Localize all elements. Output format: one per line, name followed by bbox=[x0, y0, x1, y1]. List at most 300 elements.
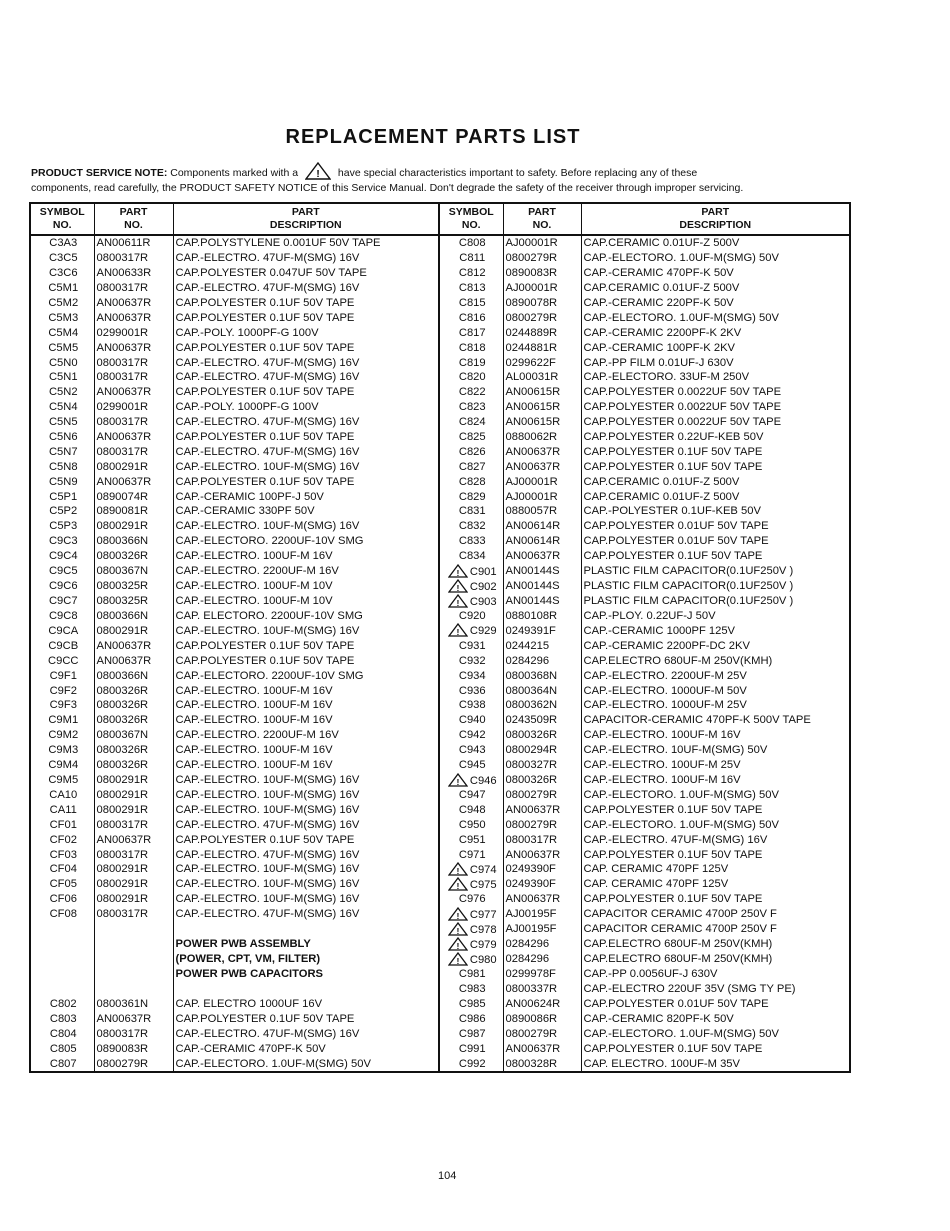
symbol-cell: C9CC bbox=[48, 654, 79, 667]
part-no-cell: 0800367N bbox=[94, 564, 173, 579]
safety-warning-icon bbox=[448, 937, 468, 951]
symbol-cell: C5M5 bbox=[48, 341, 79, 354]
symbol-cell: C832 bbox=[439, 519, 503, 534]
symbol-cell: C5N0 bbox=[48, 356, 78, 369]
symbol-cell: C802 bbox=[49, 998, 77, 1011]
description-cell: CAPACITOR CERAMIC 4700P 250V F bbox=[581, 907, 850, 922]
description-cell: CAP.POLYESTER 0.1UF 50V TAPE bbox=[173, 1012, 439, 1027]
symbol-cell: C9C4 bbox=[48, 550, 78, 563]
table-row bbox=[30, 251, 850, 266]
part-no-cell: 0284296 bbox=[503, 653, 581, 668]
table-row bbox=[30, 325, 850, 340]
table-row bbox=[30, 877, 850, 892]
part-no-cell: AN00637R bbox=[503, 847, 581, 862]
part-no-cell: 0890083R bbox=[503, 266, 581, 281]
part-no-cell bbox=[94, 967, 173, 982]
part-no-cell: 0800291R bbox=[94, 788, 173, 803]
part-no-cell: 0800317R bbox=[94, 370, 173, 385]
description-cell: CAP.-ELECTRO. 47UF-M(SMG) 16V bbox=[173, 1026, 439, 1041]
part-no-cell: 0800317R bbox=[94, 907, 173, 922]
part-no-cell: AN00637R bbox=[503, 892, 581, 907]
part-no-cell: 0800366N bbox=[94, 609, 173, 624]
part-no-cell: 0244215 bbox=[503, 638, 581, 653]
note-text-before-icon: Components marked with a bbox=[170, 167, 299, 179]
description-cell: CAP.POLYESTER 0.1UF 50V TAPE bbox=[581, 1041, 850, 1056]
description-cell: CAP.-ELECTRO. 100UF-M 16V bbox=[173, 698, 439, 713]
symbol-cell: C940 bbox=[439, 713, 503, 728]
part-no-cell: 0244889R bbox=[503, 325, 581, 340]
description-cell: CAP.POLYESTER 0.0022UF 50V TAPE bbox=[581, 400, 850, 415]
part-no-cell: 0800326R bbox=[94, 758, 173, 773]
part-no-cell: 0284296 bbox=[503, 952, 581, 967]
part-no-cell: 0800317R bbox=[94, 847, 173, 862]
symbol-cell: C3C5 bbox=[48, 252, 78, 265]
symbol-cell: C5N7 bbox=[48, 445, 78, 458]
description-cell: CAP.POLYESTER 0.1UF 50V TAPE bbox=[581, 459, 850, 474]
description-cell: CAP.-ELECTRO. 10UF-M(SMG) 16V bbox=[173, 459, 439, 474]
description-cell: CAP.CERAMIC 0.01UF-Z 500V bbox=[581, 235, 850, 251]
symbol-cell: C9C3 bbox=[48, 535, 78, 548]
symbol-cell: C804 bbox=[49, 1027, 77, 1040]
description-cell: CAP.POLYESTER 0.1UF 50V TAPE bbox=[581, 802, 850, 817]
symbol-cell bbox=[30, 937, 94, 952]
description-cell: CAP.POLYESTER 0.1UF 50V TAPE bbox=[581, 847, 850, 862]
part-no-cell: AN00615R bbox=[503, 415, 581, 430]
symbol-cell: CF03 bbox=[49, 848, 77, 861]
description-cell: CAP.-ELECTRO. 10UF-M(SMG) 16V bbox=[173, 519, 439, 534]
symbol-cell: C9F2 bbox=[49, 684, 77, 697]
svg-text:!: ! bbox=[456, 583, 460, 593]
part-no-cell: 0800317R bbox=[94, 281, 173, 296]
symbol-cell: C813 bbox=[439, 281, 503, 296]
symbol-cell: C9F1 bbox=[49, 669, 77, 682]
symbol-cell: C950 bbox=[439, 817, 503, 832]
part-no-cell: AN00637R bbox=[503, 459, 581, 474]
part-no-cell: 0299978F bbox=[503, 967, 581, 982]
description-cell: CAP.-ELECTRO. 100UF-M 16V bbox=[581, 728, 850, 743]
part-no-cell: AL00031R bbox=[503, 370, 581, 385]
svg-text:!: ! bbox=[456, 598, 460, 608]
svg-text:!: ! bbox=[456, 568, 460, 578]
description-cell: CAP.-ELECTRO. 100UF-M 10V bbox=[173, 594, 439, 609]
symbol-cell: C803 bbox=[49, 1012, 77, 1025]
table-row bbox=[30, 1012, 850, 1027]
description-cell: CAP.-CERAMIC 220PF-K 50V bbox=[581, 296, 850, 311]
table-row bbox=[30, 773, 850, 788]
description-cell: CAP.-ELECTRO. 2200UF-M 16V bbox=[173, 564, 439, 579]
part-no-cell: 0800325R bbox=[94, 594, 173, 609]
symbol-cell: ! C903 bbox=[439, 594, 503, 609]
safety-warning-icon bbox=[448, 952, 468, 966]
symbol-cell: C936 bbox=[439, 683, 503, 698]
safety-warning-icon bbox=[448, 773, 468, 787]
safety-warning-icon bbox=[448, 922, 468, 936]
part-no-cell: AJ00001R bbox=[503, 489, 581, 504]
symbol-cell bbox=[30, 952, 94, 967]
part-no-cell: 0890074R bbox=[94, 489, 173, 504]
parts-table bbox=[29, 202, 851, 1073]
symbol-cell: C976 bbox=[439, 892, 503, 907]
part-no-cell: 0800279R bbox=[503, 251, 581, 266]
part-no-cell: AN00637R bbox=[94, 310, 173, 325]
part-no-cell: AN00637R bbox=[94, 430, 173, 445]
symbol-cell: C827 bbox=[439, 459, 503, 474]
description-cell: CAP.-PP FILM 0.01UF-J 630V bbox=[581, 355, 850, 370]
symbol-cell: C815 bbox=[439, 296, 503, 311]
table-row bbox=[30, 296, 850, 311]
description-cell: CAP.-ELECTORO. 1.0UF-M(SMG) 50V bbox=[581, 788, 850, 803]
part-no-cell: AN00637R bbox=[94, 296, 173, 311]
part-no-cell: 0800367N bbox=[94, 728, 173, 743]
symbol-cell: CF02 bbox=[49, 833, 77, 846]
symbol-cell: C833 bbox=[439, 534, 503, 549]
table-row bbox=[30, 564, 850, 579]
symbol-cell bbox=[30, 922, 94, 937]
symbol-cell: ! C946 bbox=[439, 773, 503, 788]
safety-warning-icon bbox=[448, 579, 468, 593]
description-cell: POWER PWB CAPACITORS bbox=[173, 967, 439, 982]
table-row bbox=[30, 683, 850, 698]
description-cell: CAP.-ELECTRO. 47UF-M(SMG) 16V bbox=[173, 847, 439, 862]
part-no-cell: 0880108R bbox=[503, 609, 581, 624]
description-cell: CAP.-ELECTRO. 100UF-M 16V bbox=[173, 758, 439, 773]
part-no-cell: AN00144S bbox=[503, 579, 581, 594]
part-no-cell: AN00637R bbox=[94, 385, 173, 400]
description-cell: CAP.POLYESTER 0.1UF 50V TAPE bbox=[173, 430, 439, 445]
description-cell: CAP.-ELECTRO. 100UF-M 16V bbox=[173, 683, 439, 698]
table-row bbox=[30, 698, 850, 713]
part-no-cell: AJ00195F bbox=[503, 907, 581, 922]
symbol-cell: C951 bbox=[439, 832, 503, 847]
svg-text:!: ! bbox=[456, 866, 460, 876]
symbol-cell: ! C979 bbox=[439, 937, 503, 952]
description-cell: CAP.POLYESTER 0.1UF 50V TAPE bbox=[173, 296, 439, 311]
symbol-cell: C824 bbox=[439, 415, 503, 430]
description-cell: CAP.POLYESTER 0.1UF 50V TAPE bbox=[173, 653, 439, 668]
table-row bbox=[30, 370, 850, 385]
symbol-cell: CA10 bbox=[49, 788, 78, 801]
svg-text:!: ! bbox=[456, 881, 460, 891]
symbol-cell: ! C980 bbox=[439, 952, 503, 967]
description-cell: CAP.-ELECTRO. 100UF-M 10V bbox=[173, 579, 439, 594]
description-cell: CAP. ELECTRO. 100UF-M 35V bbox=[581, 1056, 850, 1072]
description-cell: CAP.ELECTRO 680UF-M 250V(KMH) bbox=[581, 952, 850, 967]
description-cell: CAP.ELECTRO 680UF-M 250V(KMH) bbox=[581, 937, 850, 952]
svg-text:!: ! bbox=[456, 777, 460, 787]
description-cell: CAP.-ELECTRO. 10UF-M(SMG) 16V bbox=[173, 773, 439, 788]
part-no-cell bbox=[94, 982, 173, 997]
symbol-cell: C831 bbox=[439, 504, 503, 519]
col-header-description: PART DESCRIPTION bbox=[173, 203, 439, 235]
symbol-cell: C9C6 bbox=[48, 580, 78, 593]
table-row bbox=[30, 967, 850, 982]
part-no-cell bbox=[94, 937, 173, 952]
symbol-cell: C931 bbox=[439, 638, 503, 653]
symbol-cell: C9C5 bbox=[48, 565, 78, 578]
symbol-cell: CF05 bbox=[49, 878, 77, 891]
symbol-cell: C9CA bbox=[48, 624, 79, 637]
symbol-cell: C9CB bbox=[48, 639, 79, 652]
description-cell: CAP.-CERAMIC 2200PF-K 2KV bbox=[581, 325, 850, 340]
table-row bbox=[30, 310, 850, 325]
table-row bbox=[30, 922, 850, 937]
description-cell: CAP.CERAMIC 0.01UF-Z 500V bbox=[581, 281, 850, 296]
symbol-cell: C5N4 bbox=[48, 401, 78, 414]
symbol-cell: C9M2 bbox=[48, 729, 79, 742]
table-row bbox=[30, 594, 850, 609]
part-no-cell: 0800326R bbox=[94, 743, 173, 758]
table-row bbox=[30, 489, 850, 504]
safety-warning-icon bbox=[448, 907, 468, 921]
symbol-cell: C971 bbox=[439, 847, 503, 862]
description-cell: CAP.POLYESTER 0.1UF 50V TAPE bbox=[173, 310, 439, 325]
part-no-cell: 0800366N bbox=[94, 668, 173, 683]
table-row bbox=[30, 638, 850, 653]
page-title: REPLACEMENT PARTS LIST bbox=[285, 126, 581, 148]
symbol-cell: CF08 bbox=[49, 908, 77, 921]
description-cell: CAP. CERAMIC 470PF 125V bbox=[581, 862, 850, 877]
symbol-cell: C829 bbox=[439, 489, 503, 504]
symbol-cell: C817 bbox=[439, 325, 503, 340]
table-row bbox=[30, 788, 850, 803]
part-no-cell: 0800326R bbox=[503, 773, 581, 788]
symbol-cell: CF06 bbox=[49, 893, 77, 906]
part-no-cell: 0800337R bbox=[503, 982, 581, 997]
symbol-cell: C948 bbox=[439, 802, 503, 817]
symbol-cell: C3A3 bbox=[49, 237, 78, 250]
description-cell: CAP.-CERAMIC 100PF-K 2KV bbox=[581, 340, 850, 355]
safety-warning-icon bbox=[448, 594, 468, 608]
symbol-cell: C825 bbox=[439, 430, 503, 445]
symbol-cell: C5P3 bbox=[49, 520, 78, 533]
description-cell: CAP.-ELECTORO. 1.0UF-M(SMG) 50V bbox=[173, 1056, 439, 1072]
symbol-cell: ! C975 bbox=[439, 877, 503, 892]
symbol-cell: C9C7 bbox=[48, 595, 78, 608]
table-row bbox=[30, 459, 850, 474]
symbol-cell: C938 bbox=[439, 698, 503, 713]
description-cell: CAP.POLYESTER 0.0022UF 50V TAPE bbox=[581, 415, 850, 430]
description-cell: CAP.-ELECTORO. 2200UF-10V SMG bbox=[173, 668, 439, 683]
part-no-cell: 0800326R bbox=[94, 713, 173, 728]
part-no-cell: AN00144S bbox=[503, 594, 581, 609]
part-no-cell: 0800317R bbox=[94, 817, 173, 832]
part-no-cell: AN00637R bbox=[94, 832, 173, 847]
part-no-cell: 0890083R bbox=[94, 1041, 173, 1056]
description-cell: CAP.-ELECTORO. 2200UF-10V SMG bbox=[173, 534, 439, 549]
table-row bbox=[30, 952, 850, 967]
part-no-cell: AN00637R bbox=[94, 1012, 173, 1027]
table-row bbox=[30, 623, 850, 638]
description-cell: CAP.CERAMIC 0.01UF-Z 500V bbox=[581, 489, 850, 504]
description-cell: CAP.POLYESTER 0.1UF 50V TAPE bbox=[581, 892, 850, 907]
description-cell: CAP.CERAMIC 0.01UF-Z 500V bbox=[581, 474, 850, 489]
description-cell: CAP.-ELECTRO. 47UF-M(SMG) 16V bbox=[173, 444, 439, 459]
description-cell: CAP.POLYESTER 0.0022UF 50V TAPE bbox=[581, 385, 850, 400]
safety-warning-icon bbox=[448, 564, 468, 578]
table-row bbox=[30, 743, 850, 758]
part-no-cell: AN00624R bbox=[503, 997, 581, 1012]
description-cell: CAP.-ELECTORO. 1.0UF-M(SMG) 50V bbox=[581, 310, 850, 325]
description-cell: CAP.POLYESTER 0.1UF 50V TAPE bbox=[173, 832, 439, 847]
description-cell: CAP.-ELECTRO. 47UF-M(SMG) 16V bbox=[173, 251, 439, 266]
table-row bbox=[30, 519, 850, 534]
description-cell: CAP.-CERAMIC 330PF 50V bbox=[173, 504, 439, 519]
symbol-cell: C5M1 bbox=[48, 282, 79, 295]
table-row bbox=[30, 549, 850, 564]
symbol-cell: ! C901 bbox=[439, 564, 503, 579]
description-cell: CAP.-CERAMIC 100PF-J 50V bbox=[173, 489, 439, 504]
symbol-cell: C5N5 bbox=[48, 416, 78, 429]
part-no-cell: 0800362N bbox=[503, 698, 581, 713]
part-no-cell: 0800294R bbox=[503, 743, 581, 758]
table-row bbox=[30, 1026, 850, 1041]
description-cell: CAP.-ELECTRO. 47UF-M(SMG) 16V bbox=[173, 370, 439, 385]
part-no-cell: 0880057R bbox=[503, 504, 581, 519]
description-cell: CAP.POLYESTER 0.1UF 50V TAPE bbox=[173, 638, 439, 653]
symbol-cell: C9C8 bbox=[48, 610, 78, 623]
table-row bbox=[30, 997, 850, 1012]
description-cell: CAP.POLYESTER 0.1UF 50V TAPE bbox=[581, 549, 850, 564]
symbol-cell: C986 bbox=[439, 1012, 503, 1027]
part-no-cell: AJ00195F bbox=[503, 922, 581, 937]
part-no-cell: 0800279R bbox=[503, 310, 581, 325]
symbol-cell: ! C977 bbox=[439, 907, 503, 922]
description-cell: CAP.-PLOY. 0.22UF-J 50V bbox=[581, 609, 850, 624]
description-cell: CAP.-POLY. 1000PF-G 100V bbox=[173, 325, 439, 340]
table-row bbox=[30, 802, 850, 817]
part-no-cell: 0800317R bbox=[94, 251, 173, 266]
description-cell: CAP. CERAMIC 470PF 125V bbox=[581, 877, 850, 892]
svg-text:!: ! bbox=[456, 911, 460, 921]
description-cell: CAP.-ELECTRO. 47UF-M(SMG) 16V bbox=[173, 281, 439, 296]
table-row bbox=[30, 862, 850, 877]
description-cell: CAP.-ELECTRO. 10UF-M(SMG) 50V bbox=[581, 743, 850, 758]
symbol-cell: C808 bbox=[439, 235, 503, 251]
description-cell: CAP.-ELECTORO. 1.0UF-M(SMG) 50V bbox=[581, 251, 850, 266]
symbol-cell: C987 bbox=[439, 1026, 503, 1041]
table-row bbox=[30, 235, 850, 251]
symbol-cell: ! C974 bbox=[439, 862, 503, 877]
part-no-cell: 0800279R bbox=[94, 1056, 173, 1072]
part-no-cell: 0800291R bbox=[94, 877, 173, 892]
description-cell: CAP.-ELECTRO 220UF 35V (SMG TY PE) bbox=[581, 982, 850, 997]
symbol-cell: C819 bbox=[439, 355, 503, 370]
part-no-cell: AN00637R bbox=[94, 474, 173, 489]
table-row bbox=[30, 668, 850, 683]
symbol-cell: C818 bbox=[439, 340, 503, 355]
symbol-cell: C834 bbox=[439, 549, 503, 564]
description-cell: CAP.-POLYESTER 0.1UF-KEB 50V bbox=[581, 504, 850, 519]
symbol-cell: C945 bbox=[439, 758, 503, 773]
symbol-cell: C9F3 bbox=[49, 699, 77, 712]
description-cell: CAP.POLYSTYLENE 0.001UF 50V TAPE bbox=[173, 235, 439, 251]
part-no-cell: AN00637R bbox=[503, 1041, 581, 1056]
part-no-cell: 0800327R bbox=[503, 758, 581, 773]
symbol-cell: C920 bbox=[439, 609, 503, 624]
col-header-symbol: SYMBOL NO. bbox=[439, 203, 503, 235]
symbol-cell: ! C978 bbox=[439, 922, 503, 937]
table-row bbox=[30, 266, 850, 281]
description-cell: PLASTIC FILM CAPACITOR(0.1UF250V ) bbox=[581, 594, 850, 609]
description-cell: CAP.-CERAMIC 2200PF-DC 2KV bbox=[581, 638, 850, 653]
part-no-cell bbox=[94, 952, 173, 967]
table-row bbox=[30, 340, 850, 355]
product-service-note bbox=[31, 162, 851, 196]
symbol-cell: C991 bbox=[439, 1041, 503, 1056]
symbol-cell: C932 bbox=[439, 653, 503, 668]
symbol-cell: CF04 bbox=[49, 863, 77, 876]
symbol-cell: C816 bbox=[439, 310, 503, 325]
part-no-cell: 0800291R bbox=[94, 459, 173, 474]
description-cell bbox=[173, 982, 439, 997]
symbol-cell: C826 bbox=[439, 444, 503, 459]
part-no-cell: AN00637R bbox=[503, 549, 581, 564]
table-row bbox=[30, 430, 850, 445]
symbol-cell: CA11 bbox=[49, 803, 77, 816]
part-no-cell: 0249390F bbox=[503, 877, 581, 892]
part-no-cell: 0890078R bbox=[503, 296, 581, 311]
symbol-cell: C5M2 bbox=[48, 297, 79, 309]
description-cell: CAP.-POLY. 1000PF-G 100V bbox=[173, 400, 439, 415]
part-no-cell: 0890086R bbox=[503, 1012, 581, 1027]
description-cell: CAP.-ELECTRO. 1000UF-M 50V bbox=[581, 683, 850, 698]
description-cell: CAP.-ELECTRO. 47UF-M(SMG) 16V bbox=[173, 415, 439, 430]
description-cell: CAP.-ELECTRO. 100UF-M 16V bbox=[173, 549, 439, 564]
table-row bbox=[30, 579, 850, 594]
part-no-cell: 0800291R bbox=[94, 892, 173, 907]
svg-text:!: ! bbox=[456, 628, 460, 638]
part-no-cell: AN00637R bbox=[94, 653, 173, 668]
symbol-cell: C5N9 bbox=[48, 475, 78, 488]
part-no-cell: 0800361N bbox=[94, 997, 173, 1012]
description-cell: CAP.-ELECTORO. 33UF-M 250V bbox=[581, 370, 850, 385]
svg-text:!: ! bbox=[316, 169, 320, 180]
part-no-cell: 0800279R bbox=[503, 817, 581, 832]
part-no-cell bbox=[94, 922, 173, 937]
part-no-cell: AN00633R bbox=[94, 266, 173, 281]
svg-text:!: ! bbox=[456, 941, 460, 951]
table-row bbox=[30, 400, 850, 415]
description-cell: CAP.-ELECTRO. 47UF-M(SMG) 16V bbox=[173, 355, 439, 370]
part-no-cell: 0800326R bbox=[94, 683, 173, 698]
part-no-cell: 0800317R bbox=[503, 832, 581, 847]
description-cell: CAP.-ELECTRO. 100UF-M 16V bbox=[173, 713, 439, 728]
description-cell: CAP.POLYESTER 0.01UF 50V TAPE bbox=[581, 519, 850, 534]
description-cell: CAP.-ELECTRO. 100UF-M 16V bbox=[173, 743, 439, 758]
part-no-cell: AN00611R bbox=[94, 235, 173, 251]
col-header-part-no: PART NO. bbox=[94, 203, 173, 235]
part-no-cell: 0800326R bbox=[94, 698, 173, 713]
svg-text:!: ! bbox=[456, 926, 460, 936]
part-no-cell: 0800279R bbox=[503, 1026, 581, 1041]
table-row bbox=[30, 847, 850, 862]
description-cell: CAP.-ELECTORO. 1.0UF-M(SMG) 50V bbox=[581, 817, 850, 832]
description-cell: CAPACITOR CERAMIC 4700P 250V F bbox=[581, 922, 850, 937]
description-cell bbox=[173, 922, 439, 937]
symbol-cell: C992 bbox=[439, 1056, 503, 1072]
symbol-cell: C943 bbox=[439, 743, 503, 758]
part-no-cell: 0800317R bbox=[94, 444, 173, 459]
part-no-cell: AN00637R bbox=[503, 802, 581, 817]
table-row bbox=[30, 415, 850, 430]
part-no-cell: 0890081R bbox=[94, 504, 173, 519]
symbol-cell: C823 bbox=[439, 400, 503, 415]
part-no-cell: 0800317R bbox=[94, 355, 173, 370]
symbol-cell: C3C6 bbox=[48, 267, 78, 280]
part-no-cell: 0800291R bbox=[94, 802, 173, 817]
description-cell: CAP.-ELECTORO. 1.0UF-M(SMG) 50V bbox=[581, 1026, 850, 1041]
description-cell: CAP.POLYESTER 0.1UF 50V TAPE bbox=[173, 474, 439, 489]
